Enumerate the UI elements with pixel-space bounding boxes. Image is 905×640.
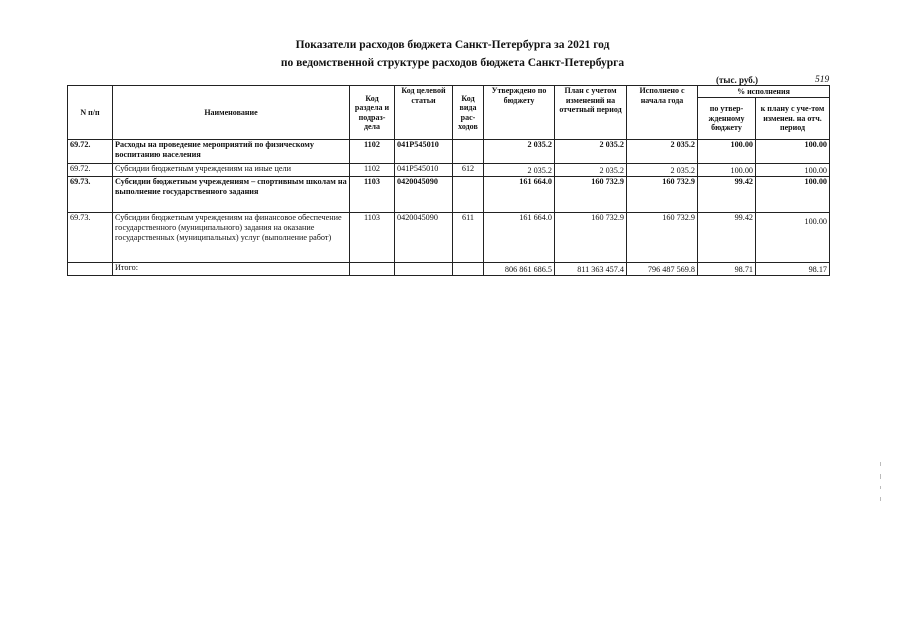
scan-mark (880, 497, 881, 501)
header-pct-group: % исполнения (698, 86, 830, 98)
header-executed: Исполнено с начала года (627, 86, 698, 140)
row-name: Субсидии бюджетным учреждениям – спортивным школам на выполнение государственного задания (113, 177, 350, 213)
row-plan: 2 035.2 (555, 140, 627, 164)
row-num: 69.72. (68, 164, 113, 177)
row-name: Расходы на проведение мероприятий по физическому воспитанию населения (113, 140, 350, 164)
header-approved: Утверждено по бюджету (484, 86, 555, 140)
header-pct-approved: по утвер-жденному бюджету (698, 98, 756, 140)
row-type-code (453, 140, 484, 164)
table-row (68, 213, 830, 263)
total-pct-approved: 98.71 (698, 263, 756, 276)
row-plan: 160 732.9 (555, 177, 627, 213)
scan-mark (880, 486, 881, 489)
row-pct-plan: 100.00 (756, 213, 830, 263)
row-target-code: 0420045090 (395, 177, 453, 213)
total-label: Итого: (113, 263, 350, 276)
row-approved: 161 664.0 (484, 177, 555, 213)
header-section-code: Код раздела и подраз-дела (350, 86, 395, 140)
total-executed: 796 487 569.8 (627, 263, 698, 276)
row-plan: 160 732.9 (555, 213, 627, 263)
units-label: (тыс. руб.) (716, 75, 758, 85)
row-approved: 2 035.2 (484, 140, 555, 164)
total-plan: 811 363 457.4 (555, 263, 627, 276)
header-num: N п/п (68, 86, 113, 140)
header-plan: План с учетом изменений на отчетный период (555, 86, 627, 140)
row-executed: 2 035.2 (627, 164, 698, 177)
scan-mark (880, 462, 881, 466)
row-approved: 161 664.0 (484, 213, 555, 263)
row-section-code: 1102 (350, 164, 395, 177)
table-row-total (68, 263, 830, 276)
row-pct-plan: 100.00 (756, 177, 830, 213)
row-num: 69.73. (68, 213, 113, 263)
row-executed: 160 732.9 (627, 213, 698, 263)
total-approved: 806 861 686.5 (484, 263, 555, 276)
header-name: Наименование (113, 86, 350, 140)
row-pct-approved: 100.00 (698, 164, 756, 177)
header-pct-plan: к плану с уче-том изменен. на отч. период (756, 98, 830, 140)
report-title-line1: Показатели расходов бюджета Санкт-Петербурга за 2021 год (295, 39, 610, 51)
row-type-code: 611 (453, 213, 484, 263)
total-pct-plan: 98.17 (756, 263, 830, 276)
row-approved: 2 035.2 (484, 164, 555, 177)
row-name: Субсидии бюджетным учреждениям на финансовое обеспечение государственного (муниципального) задания на оказание государственных (муниципальных) услуг (выполнение работ) (113, 213, 350, 263)
row-pct-approved: 99.42 (698, 177, 756, 213)
expenditure-table (67, 85, 830, 276)
row-num: 69.72. (68, 140, 113, 164)
row-type-code: 612 (453, 164, 484, 177)
row-pct-approved: 100.00 (698, 140, 756, 164)
table-row (68, 177, 830, 213)
row-pct-plan: 100.00 (756, 164, 830, 177)
row-plan: 2 035.2 (555, 164, 627, 177)
row-num: 69.73. (68, 177, 113, 213)
row-pct-plan: 100.00 (756, 140, 830, 164)
row-target-code: 041P545010 (395, 140, 453, 164)
row-target-code: 0420045090 (395, 213, 453, 263)
table-row (68, 164, 830, 177)
row-type-code (453, 177, 484, 213)
header-type-code: Код вида рас-ходов (453, 86, 484, 140)
row-executed: 2 035.2 (627, 140, 698, 164)
row-target-code: 041P545010 (395, 164, 453, 177)
row-section-code: 1103 (350, 177, 395, 213)
table-row (68, 140, 830, 164)
row-section-code: 1103 (350, 213, 395, 263)
report-title-line2: по ведомственной структуре расходов бюджета Санкт-Петербурга (280, 57, 625, 69)
page-number: 519 (815, 75, 830, 85)
row-executed: 160 732.9 (627, 177, 698, 213)
row-name: Субсидии бюджетным учреждениям на иные цели (113, 164, 350, 177)
row-pct-approved: 99.42 (698, 213, 756, 263)
row-section-code: 1102 (350, 140, 395, 164)
scan-mark (880, 474, 881, 479)
header-target-code: Код целевой статьи (395, 86, 453, 140)
